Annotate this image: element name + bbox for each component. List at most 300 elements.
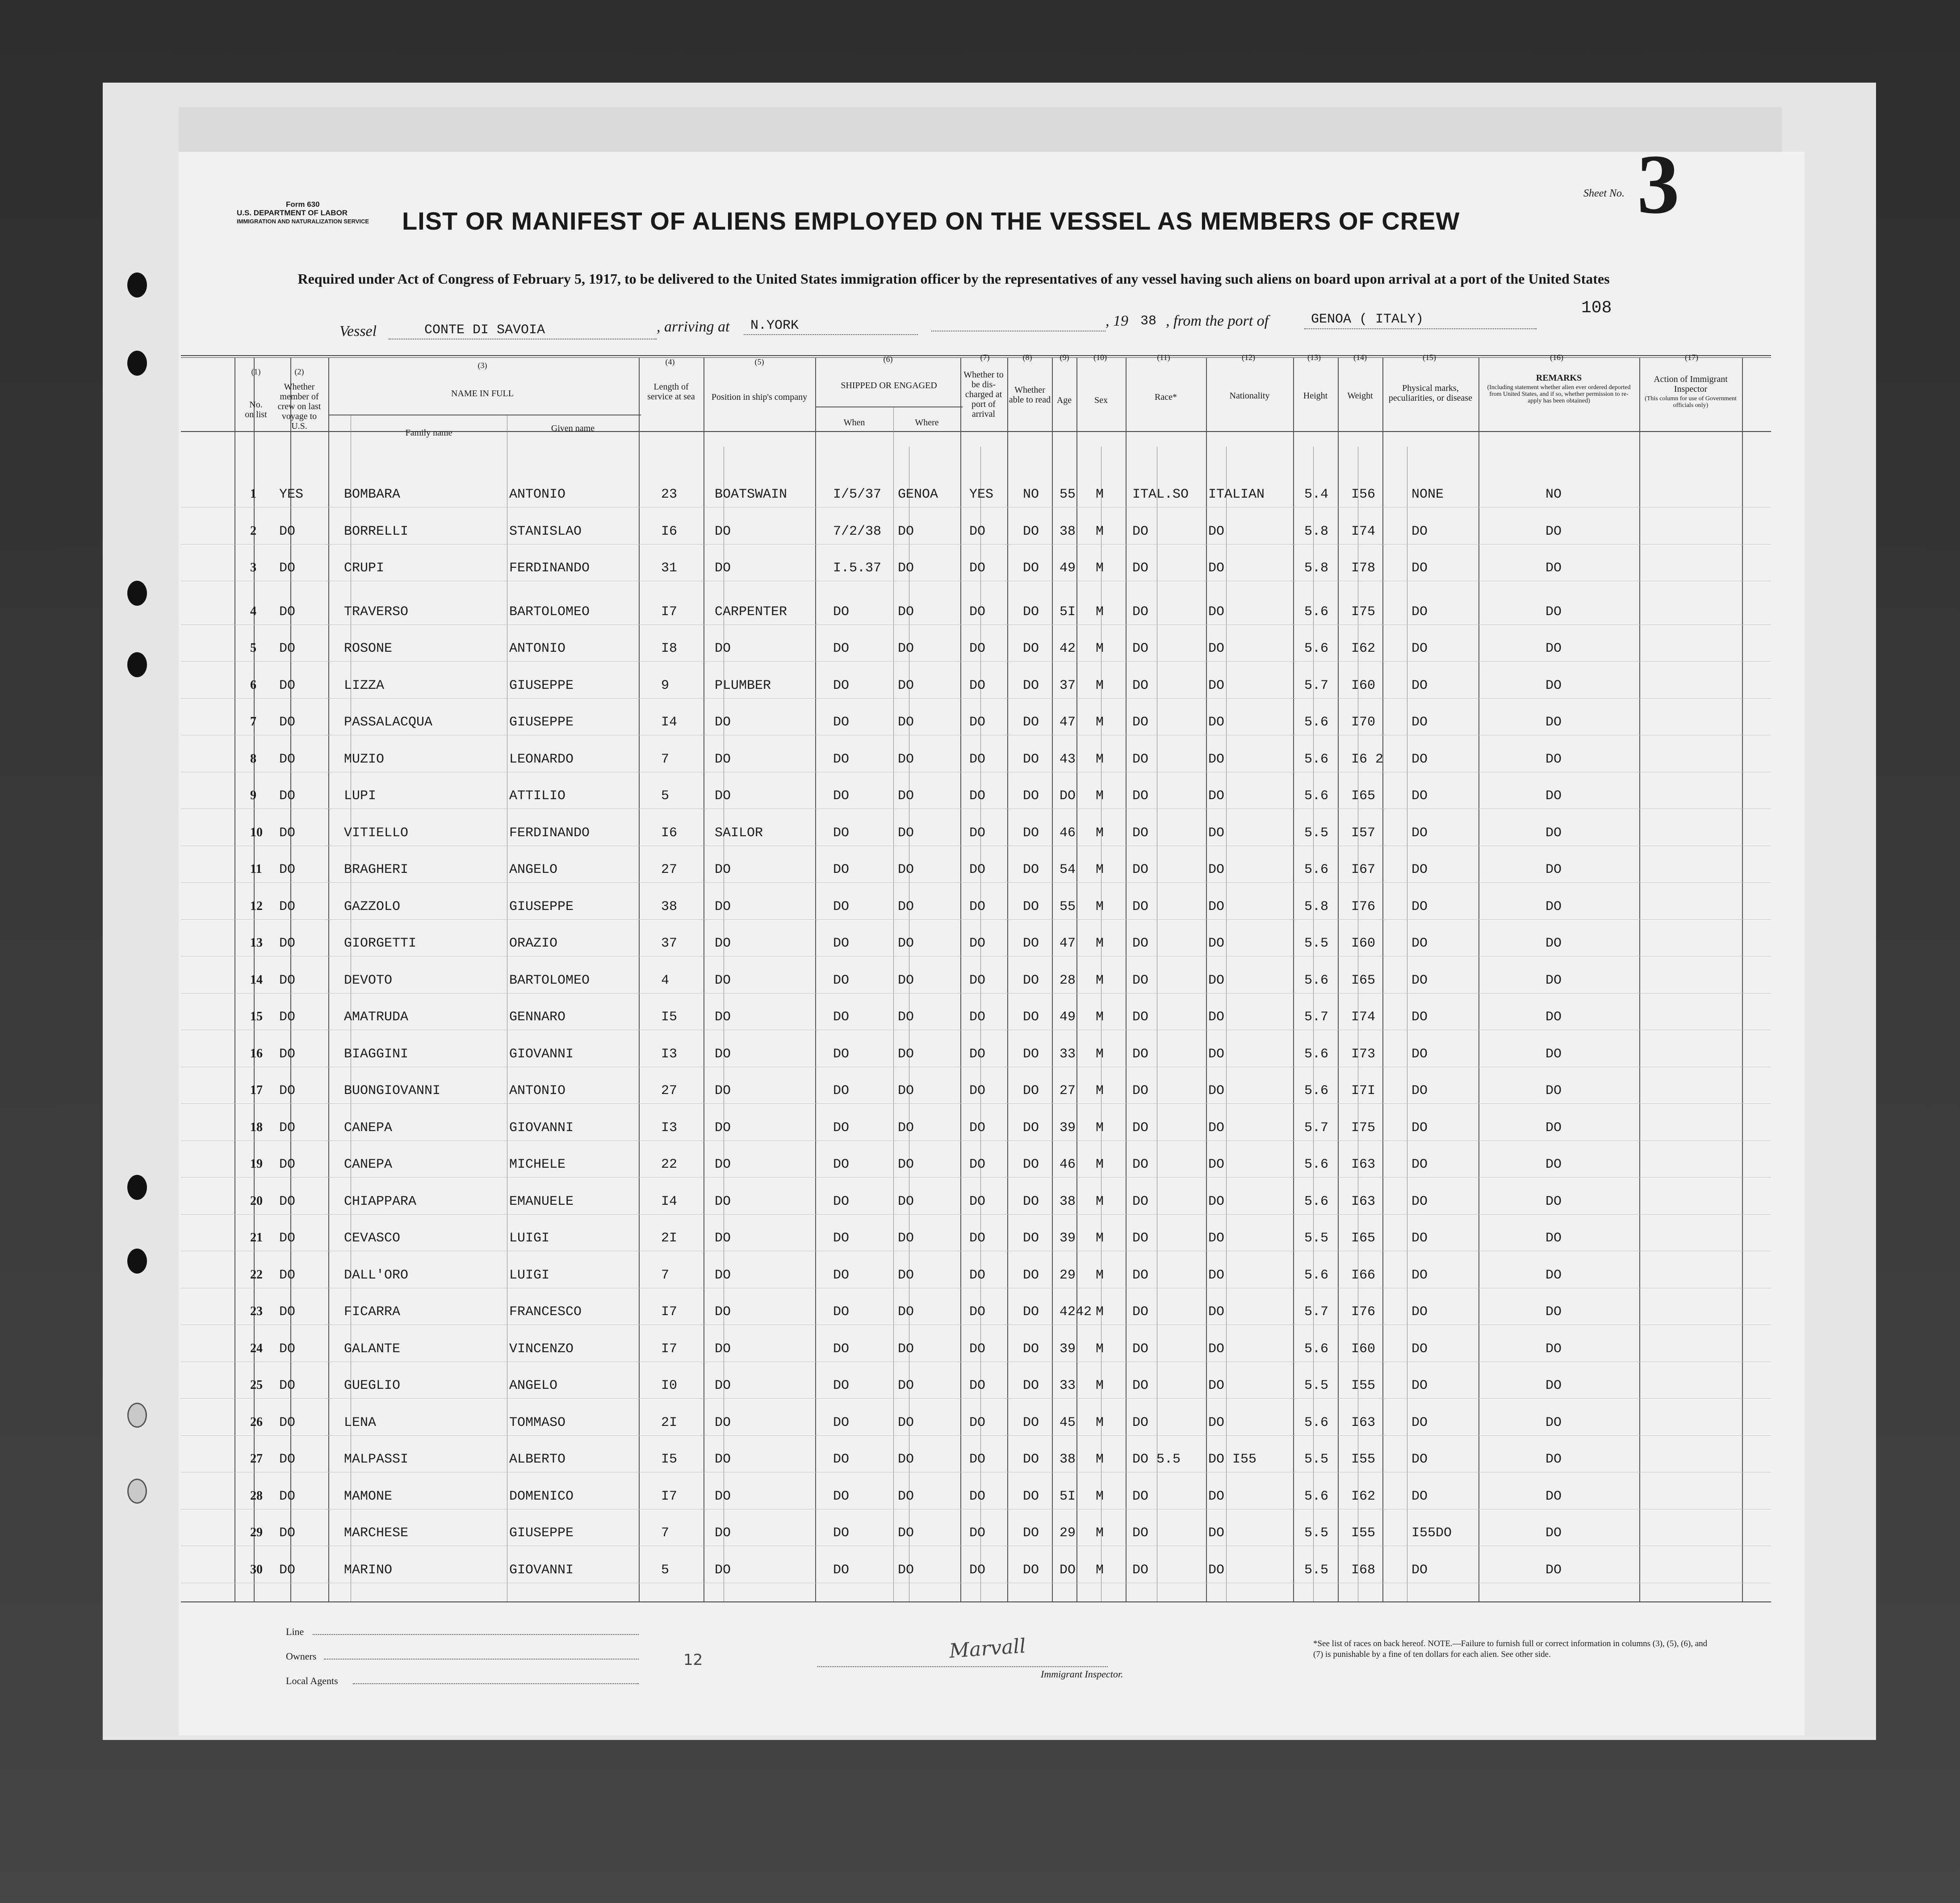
length-of-service: I6 xyxy=(661,825,678,841)
length-of-service: I7 xyxy=(661,1304,678,1320)
remarks: DO xyxy=(1545,972,1562,988)
discharge: DO xyxy=(969,1452,986,1467)
weight: I63 xyxy=(1351,1415,1376,1430)
race: DO xyxy=(1132,1120,1149,1136)
shipped-when: DO xyxy=(833,1231,850,1246)
discharge: DO xyxy=(969,604,986,620)
nationality: DO xyxy=(1208,604,1225,620)
age: 5I xyxy=(1060,604,1076,620)
position: DO xyxy=(715,862,731,877)
nationality: DO xyxy=(1208,1010,1225,1025)
able-to-read: DO xyxy=(1023,1378,1039,1393)
age: 37 xyxy=(1060,678,1076,693)
weight: I7I xyxy=(1351,1083,1376,1098)
weight: I60 xyxy=(1351,1341,1376,1357)
position: DO xyxy=(715,1046,731,1062)
owners-label: Owners xyxy=(286,1651,317,1662)
row-number: 1 xyxy=(250,487,256,501)
punch-hole xyxy=(127,272,147,298)
age: 39 xyxy=(1060,1341,1076,1357)
physical-marks: DO xyxy=(1411,715,1428,730)
age: 28 xyxy=(1060,972,1076,988)
family-name: GIORGETTI xyxy=(344,936,417,951)
able-to-read: DO xyxy=(1023,1010,1039,1025)
nationality: DO xyxy=(1208,1267,1225,1283)
position: DO xyxy=(715,1488,731,1504)
given-name: GIUSEPPE xyxy=(509,899,574,914)
nationality: DO xyxy=(1208,561,1225,576)
previous-voyage: DO xyxy=(279,524,296,539)
previous-voyage: DO xyxy=(279,715,296,730)
shipped-when: DO xyxy=(833,641,850,656)
discharge: DO xyxy=(969,715,986,730)
discharge: DO xyxy=(969,1120,986,1136)
previous-voyage: DO xyxy=(279,1010,296,1025)
discharge: DO xyxy=(969,678,986,693)
nationality: ITALIAN xyxy=(1208,487,1265,502)
shipped-where: DO xyxy=(898,604,914,620)
age: 54 xyxy=(1060,862,1076,877)
sex: M xyxy=(1096,1341,1104,1357)
position: DO xyxy=(715,751,731,767)
remarks: DO xyxy=(1545,1267,1562,1283)
physical-marks: DO xyxy=(1411,899,1428,914)
given-name: GIUSEPPE xyxy=(509,678,574,693)
discharge: DO xyxy=(969,641,986,656)
height: 5.6 xyxy=(1304,862,1329,877)
position: CARPENTER xyxy=(715,604,787,620)
sex: M xyxy=(1096,1083,1104,1098)
given-name: FRANCESCO xyxy=(509,1304,582,1320)
shipped-where: DO xyxy=(898,899,914,914)
sex: M xyxy=(1096,1526,1104,1541)
physical-marks: DO xyxy=(1411,1231,1428,1246)
department-name: U.S. DEPARTMENT OF LABOR xyxy=(237,209,348,217)
col-number: (17) xyxy=(1685,353,1698,362)
race: DO xyxy=(1132,1046,1149,1062)
row-number: 30 xyxy=(250,1562,263,1576)
able-to-read: DO xyxy=(1023,1452,1039,1467)
family-name: MARCHESE xyxy=(344,1526,409,1541)
nationality: DO xyxy=(1208,1231,1225,1246)
position: DO xyxy=(715,641,731,656)
header-shipped-engaged: SHIPPED OR ENGAGED xyxy=(841,381,937,390)
sex: M xyxy=(1096,862,1104,877)
sex: M xyxy=(1096,1157,1104,1172)
given-name: ANGELO xyxy=(509,862,558,877)
age: 47 xyxy=(1060,715,1076,730)
shipped-when: DO xyxy=(833,899,850,914)
nationality: DO xyxy=(1208,751,1225,767)
previous-voyage: DO xyxy=(279,1231,296,1246)
given-name: ORAZIO xyxy=(509,936,558,951)
weight: I74 xyxy=(1351,524,1376,539)
nationality: DO I55 xyxy=(1208,1452,1257,1467)
able-to-read: DO xyxy=(1023,678,1039,693)
remarks: DO xyxy=(1545,1194,1562,1209)
row-rule xyxy=(181,698,1771,699)
weight: I75 xyxy=(1351,604,1376,620)
remarks: DO xyxy=(1545,1120,1562,1136)
physical-marks: DO xyxy=(1411,1010,1428,1025)
shipped-when: DO xyxy=(833,972,850,988)
remarks: DO xyxy=(1545,1010,1562,1025)
punch-hole xyxy=(127,1479,147,1504)
shipped-where: DO xyxy=(898,1010,914,1025)
nationality: DO xyxy=(1208,862,1225,877)
age: 33 xyxy=(1060,1046,1076,1062)
nationality: DO xyxy=(1208,1046,1225,1062)
remarks: DO xyxy=(1545,1304,1562,1320)
discharge: DO xyxy=(969,751,986,767)
given-name: DOMENICO xyxy=(509,1488,574,1504)
shipped-when: DO xyxy=(833,715,850,730)
shipped-where: DO xyxy=(898,1267,914,1283)
shipped-where: DO xyxy=(898,678,914,693)
remarks: DO xyxy=(1545,899,1562,914)
weight: I75 xyxy=(1351,1120,1376,1136)
previous-voyage: DO xyxy=(279,1562,296,1578)
discharge: DO xyxy=(969,1194,986,1209)
height: 5.6 xyxy=(1304,1341,1329,1357)
service-name: IMMIGRATION AND NATURALIZATION SERVICE xyxy=(237,218,369,225)
age: 39 xyxy=(1060,1120,1076,1136)
age: 38 xyxy=(1060,1452,1076,1467)
previous-voyage: DO xyxy=(279,899,296,914)
height: 5.5 xyxy=(1304,825,1329,841)
punch-hole xyxy=(127,1249,147,1274)
physical-marks: DO xyxy=(1411,1083,1428,1098)
able-to-read: DO xyxy=(1023,1415,1039,1430)
family-name: GAZZOLO xyxy=(344,899,401,914)
length-of-service: I0 xyxy=(661,1378,678,1393)
shipped-where: DO xyxy=(898,788,914,804)
able-to-read: DO xyxy=(1023,1194,1039,1209)
header-weight: Weight xyxy=(1347,391,1373,401)
sex: M xyxy=(1096,1415,1104,1430)
row-number: 15 xyxy=(250,1010,263,1023)
remarks: DO xyxy=(1545,604,1562,620)
shipped-where: DO xyxy=(898,1452,914,1467)
position: DO xyxy=(715,1010,731,1025)
previous-voyage: DO xyxy=(279,1415,296,1430)
length-of-service: 7 xyxy=(661,1526,670,1541)
family-name: CEVASCO xyxy=(344,1231,401,1246)
family-name: DEVOTO xyxy=(344,972,393,988)
previous-voyage: DO xyxy=(279,1304,296,1320)
discharge: YES xyxy=(969,487,994,502)
header-discharged: Whether to be dis-charged at port of arrival xyxy=(963,370,1004,419)
sex: M xyxy=(1096,1378,1104,1393)
position: DO xyxy=(715,972,731,988)
able-to-read: DO xyxy=(1023,1341,1039,1357)
race: ITAL.SO xyxy=(1132,487,1189,502)
row-rule xyxy=(181,1435,1771,1436)
shipped-where: DO xyxy=(898,524,914,539)
family-name: MUZIO xyxy=(344,751,385,767)
race: DO xyxy=(1132,1562,1149,1578)
row-rule xyxy=(181,882,1771,883)
given-name: BARTOLOMEO xyxy=(509,604,590,620)
given-name: VINCENZO xyxy=(509,1341,574,1357)
shipped-when: DO xyxy=(833,862,850,877)
able-to-read: DO xyxy=(1023,1526,1039,1541)
previous-voyage: DO xyxy=(279,1341,296,1357)
given-name: GIOVANNI xyxy=(509,1120,574,1136)
nationality: DO xyxy=(1208,1083,1225,1098)
shipped-when: DO xyxy=(833,825,850,841)
race: DO xyxy=(1132,972,1149,988)
shipped-where: DO xyxy=(898,1304,914,1320)
vessel-name: CONTE DI SAVOIA xyxy=(424,323,545,338)
weight: I55 xyxy=(1351,1378,1376,1393)
able-to-read: DO xyxy=(1023,936,1039,951)
discharge: DO xyxy=(969,788,986,804)
previous-voyage: DO xyxy=(279,1526,296,1541)
nationality: DO xyxy=(1208,972,1225,988)
arrival-year: 38 xyxy=(1140,314,1157,329)
family-name: BRAGHERI xyxy=(344,862,409,877)
physical-marks: DO xyxy=(1411,1378,1428,1393)
given-name: ALBERTO xyxy=(509,1452,566,1467)
shipped-when: DO xyxy=(833,1157,850,1172)
length-of-service: I8 xyxy=(661,641,678,656)
length-of-service: 38 xyxy=(661,899,678,914)
discharge: DO xyxy=(969,825,986,841)
given-name: LUIGI xyxy=(509,1267,550,1283)
remarks: DO xyxy=(1545,524,1562,539)
given-name: STANISLAO xyxy=(509,524,582,539)
previous-voyage: DO xyxy=(279,788,296,804)
family-name: TRAVERSO xyxy=(344,604,409,620)
given-name: MICHELE xyxy=(509,1157,566,1172)
shipped-when: DO xyxy=(833,1083,850,1098)
shipped-when: DO xyxy=(833,1304,850,1320)
weight: I55 xyxy=(1351,1526,1376,1541)
position: DO xyxy=(715,1378,731,1393)
position: BOATSWAIN xyxy=(715,487,787,502)
height: 5.6 xyxy=(1304,715,1329,730)
previous-voyage: DO xyxy=(279,825,296,841)
family-name: LUPI xyxy=(344,788,377,804)
physical-marks: DO xyxy=(1411,972,1428,988)
able-to-read: DO xyxy=(1023,1120,1039,1136)
position: DO xyxy=(715,1526,731,1541)
able-to-read: DO xyxy=(1023,715,1039,730)
row-number: 25 xyxy=(250,1378,263,1392)
year-label: , 19 xyxy=(1106,313,1128,329)
given-name: ANGELO xyxy=(509,1378,558,1393)
header-length-service: Length of service at sea xyxy=(647,382,695,402)
punch-hole xyxy=(127,1403,147,1428)
given-name: FERDINANDO xyxy=(509,561,590,576)
race: DO xyxy=(1132,1231,1149,1246)
height: 5.7 xyxy=(1304,1120,1329,1136)
previous-voyage: YES xyxy=(279,487,304,502)
length-of-service: 37 xyxy=(661,936,678,951)
col-number: (14) xyxy=(1353,353,1367,362)
given-name: BARTOLOMEO xyxy=(509,972,590,988)
shipped-where: DO xyxy=(898,1488,914,1504)
sex: M xyxy=(1096,641,1104,656)
race: DO xyxy=(1132,1378,1149,1393)
weight: I55 xyxy=(1351,1452,1376,1467)
row-number: 27 xyxy=(250,1452,263,1466)
physical-marks: DO xyxy=(1411,1341,1428,1357)
sex: M xyxy=(1096,899,1104,914)
age: 29 xyxy=(1060,1267,1076,1283)
length-of-service: 23 xyxy=(661,487,678,502)
header-action-inspector: Action of Immigrant Inspector xyxy=(1654,374,1728,394)
previous-voyage: DO xyxy=(279,678,296,693)
family-name: MARINO xyxy=(344,1562,393,1578)
position: DO xyxy=(715,899,731,914)
race: DO xyxy=(1132,899,1149,914)
age: 55 xyxy=(1060,899,1076,914)
physical-marks: DO xyxy=(1411,1046,1428,1062)
height: 5.5 xyxy=(1304,936,1329,951)
height: 5.4 xyxy=(1304,487,1329,502)
height: 5.6 xyxy=(1304,1488,1329,1504)
age: 43 xyxy=(1060,751,1076,767)
able-to-read: DO xyxy=(1023,825,1039,841)
weight: I65 xyxy=(1351,972,1376,988)
shipped-when: DO xyxy=(833,751,850,767)
height: 5.6 xyxy=(1304,972,1329,988)
race: DO xyxy=(1132,788,1149,804)
age: 49 xyxy=(1060,561,1076,576)
family-name: BIAGGINI xyxy=(344,1046,409,1062)
previous-voyage: DO xyxy=(279,1046,296,1062)
discharge: DO xyxy=(969,1157,986,1172)
physical-marks: DO xyxy=(1411,1267,1428,1283)
discharge: DO xyxy=(969,1046,986,1062)
physical-marks: DO xyxy=(1411,524,1428,539)
height: 5.6 xyxy=(1304,1046,1329,1062)
header-height: Height xyxy=(1303,391,1328,401)
race: DO xyxy=(1132,1304,1149,1320)
given-name: EMANUELE xyxy=(509,1194,574,1209)
length-of-service: I7 xyxy=(661,1488,678,1504)
height: 5.8 xyxy=(1304,561,1329,576)
remarks: DO xyxy=(1545,788,1562,804)
race: DO xyxy=(1132,825,1149,841)
discharge: DO xyxy=(969,1562,986,1578)
row-number: 16 xyxy=(250,1046,263,1060)
position: DO xyxy=(715,524,731,539)
row-number: 9 xyxy=(250,788,256,802)
col-number: (11) xyxy=(1157,353,1170,362)
race: DO xyxy=(1132,1083,1149,1098)
given-name: GIUSEPPE xyxy=(509,715,574,730)
race: DO xyxy=(1132,678,1149,693)
length-of-service: 5 xyxy=(661,788,670,804)
remarks: DO xyxy=(1545,825,1562,841)
height: 5.6 xyxy=(1304,604,1329,620)
nationality: DO xyxy=(1208,1194,1225,1209)
position: DO xyxy=(715,1083,731,1098)
shipped-where: DO xyxy=(898,972,914,988)
header-race: Race* xyxy=(1155,392,1177,402)
physical-marks: DO xyxy=(1411,1562,1428,1578)
nationality: DO xyxy=(1208,788,1225,804)
discharge: DO xyxy=(969,936,986,951)
shipped-when: DO xyxy=(833,936,850,951)
header-name-in-full: NAME IN FULL xyxy=(451,389,514,398)
inspector-signature: Marvall xyxy=(948,1635,1027,1663)
remarks: DO xyxy=(1545,1378,1562,1393)
col-number: (3) xyxy=(477,361,487,370)
race: DO xyxy=(1132,604,1149,620)
given-name: TOMMASO xyxy=(509,1415,566,1430)
age: 45 xyxy=(1060,1415,1076,1430)
race: DO xyxy=(1132,1157,1149,1172)
length-of-service: I3 xyxy=(661,1120,678,1136)
col-number: (9) xyxy=(1060,353,1069,362)
length-of-service: 22 xyxy=(661,1157,678,1172)
punch-hole xyxy=(127,581,147,606)
physical-marks: DO xyxy=(1411,1452,1428,1467)
length-of-service: I5 xyxy=(661,1452,678,1467)
height: 5.6 xyxy=(1304,641,1329,656)
header-no-on-list: No. on list xyxy=(245,400,267,419)
length-of-service: 2I xyxy=(661,1231,678,1246)
physical-marks: DO xyxy=(1411,678,1428,693)
height: 5.5 xyxy=(1304,1231,1329,1246)
col-number: (12) xyxy=(1242,353,1255,362)
col-number: (1) xyxy=(251,367,261,376)
discharge: DO xyxy=(969,561,986,576)
shipped-when: I.5.37 xyxy=(833,561,882,576)
row-number: 8 xyxy=(250,751,256,766)
age: 5I xyxy=(1060,1488,1076,1504)
row-rule xyxy=(181,1398,1771,1399)
length-of-service: 7 xyxy=(661,751,670,767)
row-number: 13 xyxy=(250,936,263,950)
shipped-when: DO xyxy=(833,1526,850,1541)
race: DO xyxy=(1132,1415,1149,1430)
physical-marks: DO xyxy=(1411,936,1428,951)
physical-marks: DO xyxy=(1411,1415,1428,1430)
discharge: DO xyxy=(969,1083,986,1098)
shipped-where: DO xyxy=(898,751,914,767)
header-able-read: Whether able to read xyxy=(1009,385,1051,405)
shipped-where: GENOA xyxy=(898,487,938,502)
age: 42 xyxy=(1060,641,1076,656)
row-rule xyxy=(181,1214,1771,1215)
discharge: DO xyxy=(969,1378,986,1393)
nationality: DO xyxy=(1208,825,1225,841)
row-number: 20 xyxy=(250,1194,263,1208)
height: 5.5 xyxy=(1304,1562,1329,1578)
age: 46 xyxy=(1060,825,1076,841)
given-name: ANTONIO xyxy=(509,641,566,656)
nationality: DO xyxy=(1208,1120,1225,1136)
remarks: DO xyxy=(1545,1231,1562,1246)
physical-marks: DO xyxy=(1411,1488,1428,1504)
sex: M xyxy=(1096,1120,1104,1136)
physical-marks: DO xyxy=(1411,862,1428,877)
race: DO xyxy=(1132,641,1149,656)
sex: M xyxy=(1096,1267,1104,1283)
weight: I66 xyxy=(1351,1267,1376,1283)
family-name: DALL'ORO xyxy=(344,1267,409,1283)
height: 5.7 xyxy=(1304,1010,1329,1025)
shipped-when: DO xyxy=(833,1562,850,1578)
weight: I60 xyxy=(1351,936,1376,951)
row-number: 18 xyxy=(250,1120,263,1134)
length-of-service: 7 xyxy=(661,1267,670,1283)
